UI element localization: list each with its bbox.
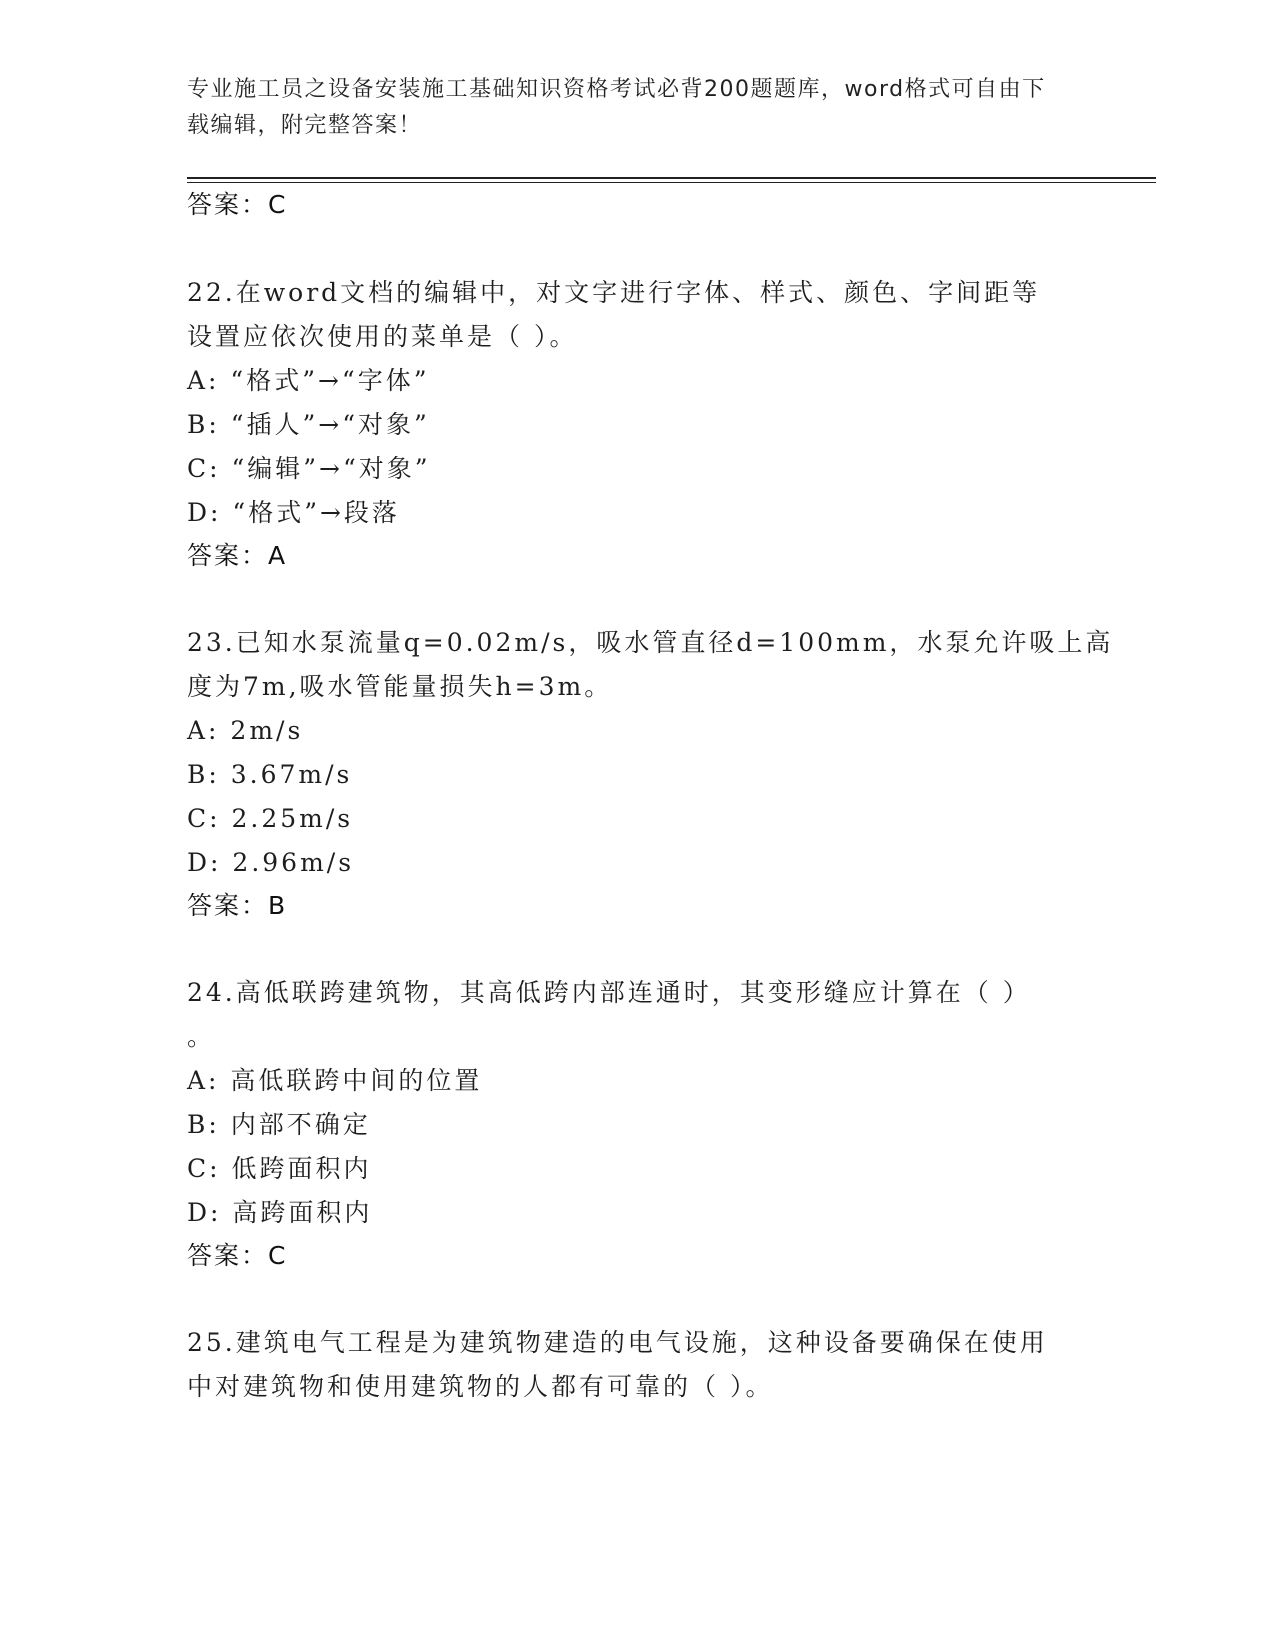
page-header-title: 专业施工员之设备安装施工基础知识资格考试必背200题题库，word格式可自由下载编辑，附完整答案！ — [187, 77, 1046, 138]
question-22-stem-line-1: 22.在word文档的编辑中，对文字进行字体、样式、颜色、字间距等 — [187, 278, 1041, 307]
question-24-stem-line-2: 。 — [187, 1022, 216, 1051]
question-23-stem-line-1: 23.已知水泵流量q=0.02m/s，吸水管直径d=100mm，水泵允许吸上高 — [187, 628, 1114, 657]
question-22-answer: 答案：A — [187, 541, 288, 570]
question-24-option-c: C: 低跨面积内 — [187, 1154, 372, 1183]
question-22-option-a: A: “格式”→“字体” — [187, 366, 430, 395]
question-23-option-d: D: 2.96m/s — [187, 848, 355, 877]
question-23-option-b: B: 3.67m/s — [187, 760, 353, 789]
question-24-option-b: B: 内部不确定 — [187, 1110, 371, 1139]
question-23-option-a: A: 2m/s — [187, 716, 304, 745]
question-24-option-a: A: 高低联跨中间的位置 — [187, 1066, 483, 1095]
question-22-option-d: D: “格式”→段落 — [187, 498, 400, 527]
header-divider-thin — [187, 182, 1156, 183]
question-22-stem-line-2: 设置应依次使用的菜单是（ ）。 — [187, 322, 578, 351]
question-23-stem-line-2: 度为7m,吸水管能量损失h=3m。 — [187, 672, 613, 701]
question-25-stem-line-1: 25.建筑电气工程是为建筑物建造的电气设施，这种设备要确保在使用 — [187, 1328, 1048, 1357]
question-22-option-b: B: “插人”→“对象” — [187, 410, 430, 439]
question-22-option-c: C: “编辑”→“对象” — [187, 454, 431, 483]
question-24-option-d: D: 高跨面积内 — [187, 1198, 373, 1227]
header-divider-thick — [187, 177, 1156, 179]
answer-label: 答案：C — [187, 190, 288, 219]
question-23-option-c: C: 2.25m/s — [187, 804, 354, 833]
question-25-stem-line-2: 中对建筑物和使用建筑物的人都有可靠的（ ）。 — [187, 1372, 774, 1401]
question-24-stem-line-1: 24.高低联跨建筑物，其高低跨内部连通时，其变形缝应计算在（ ） — [187, 978, 1031, 1007]
question-24-answer: 答案：C — [187, 1241, 288, 1270]
question-23-answer: 答案：B — [187, 891, 288, 920]
